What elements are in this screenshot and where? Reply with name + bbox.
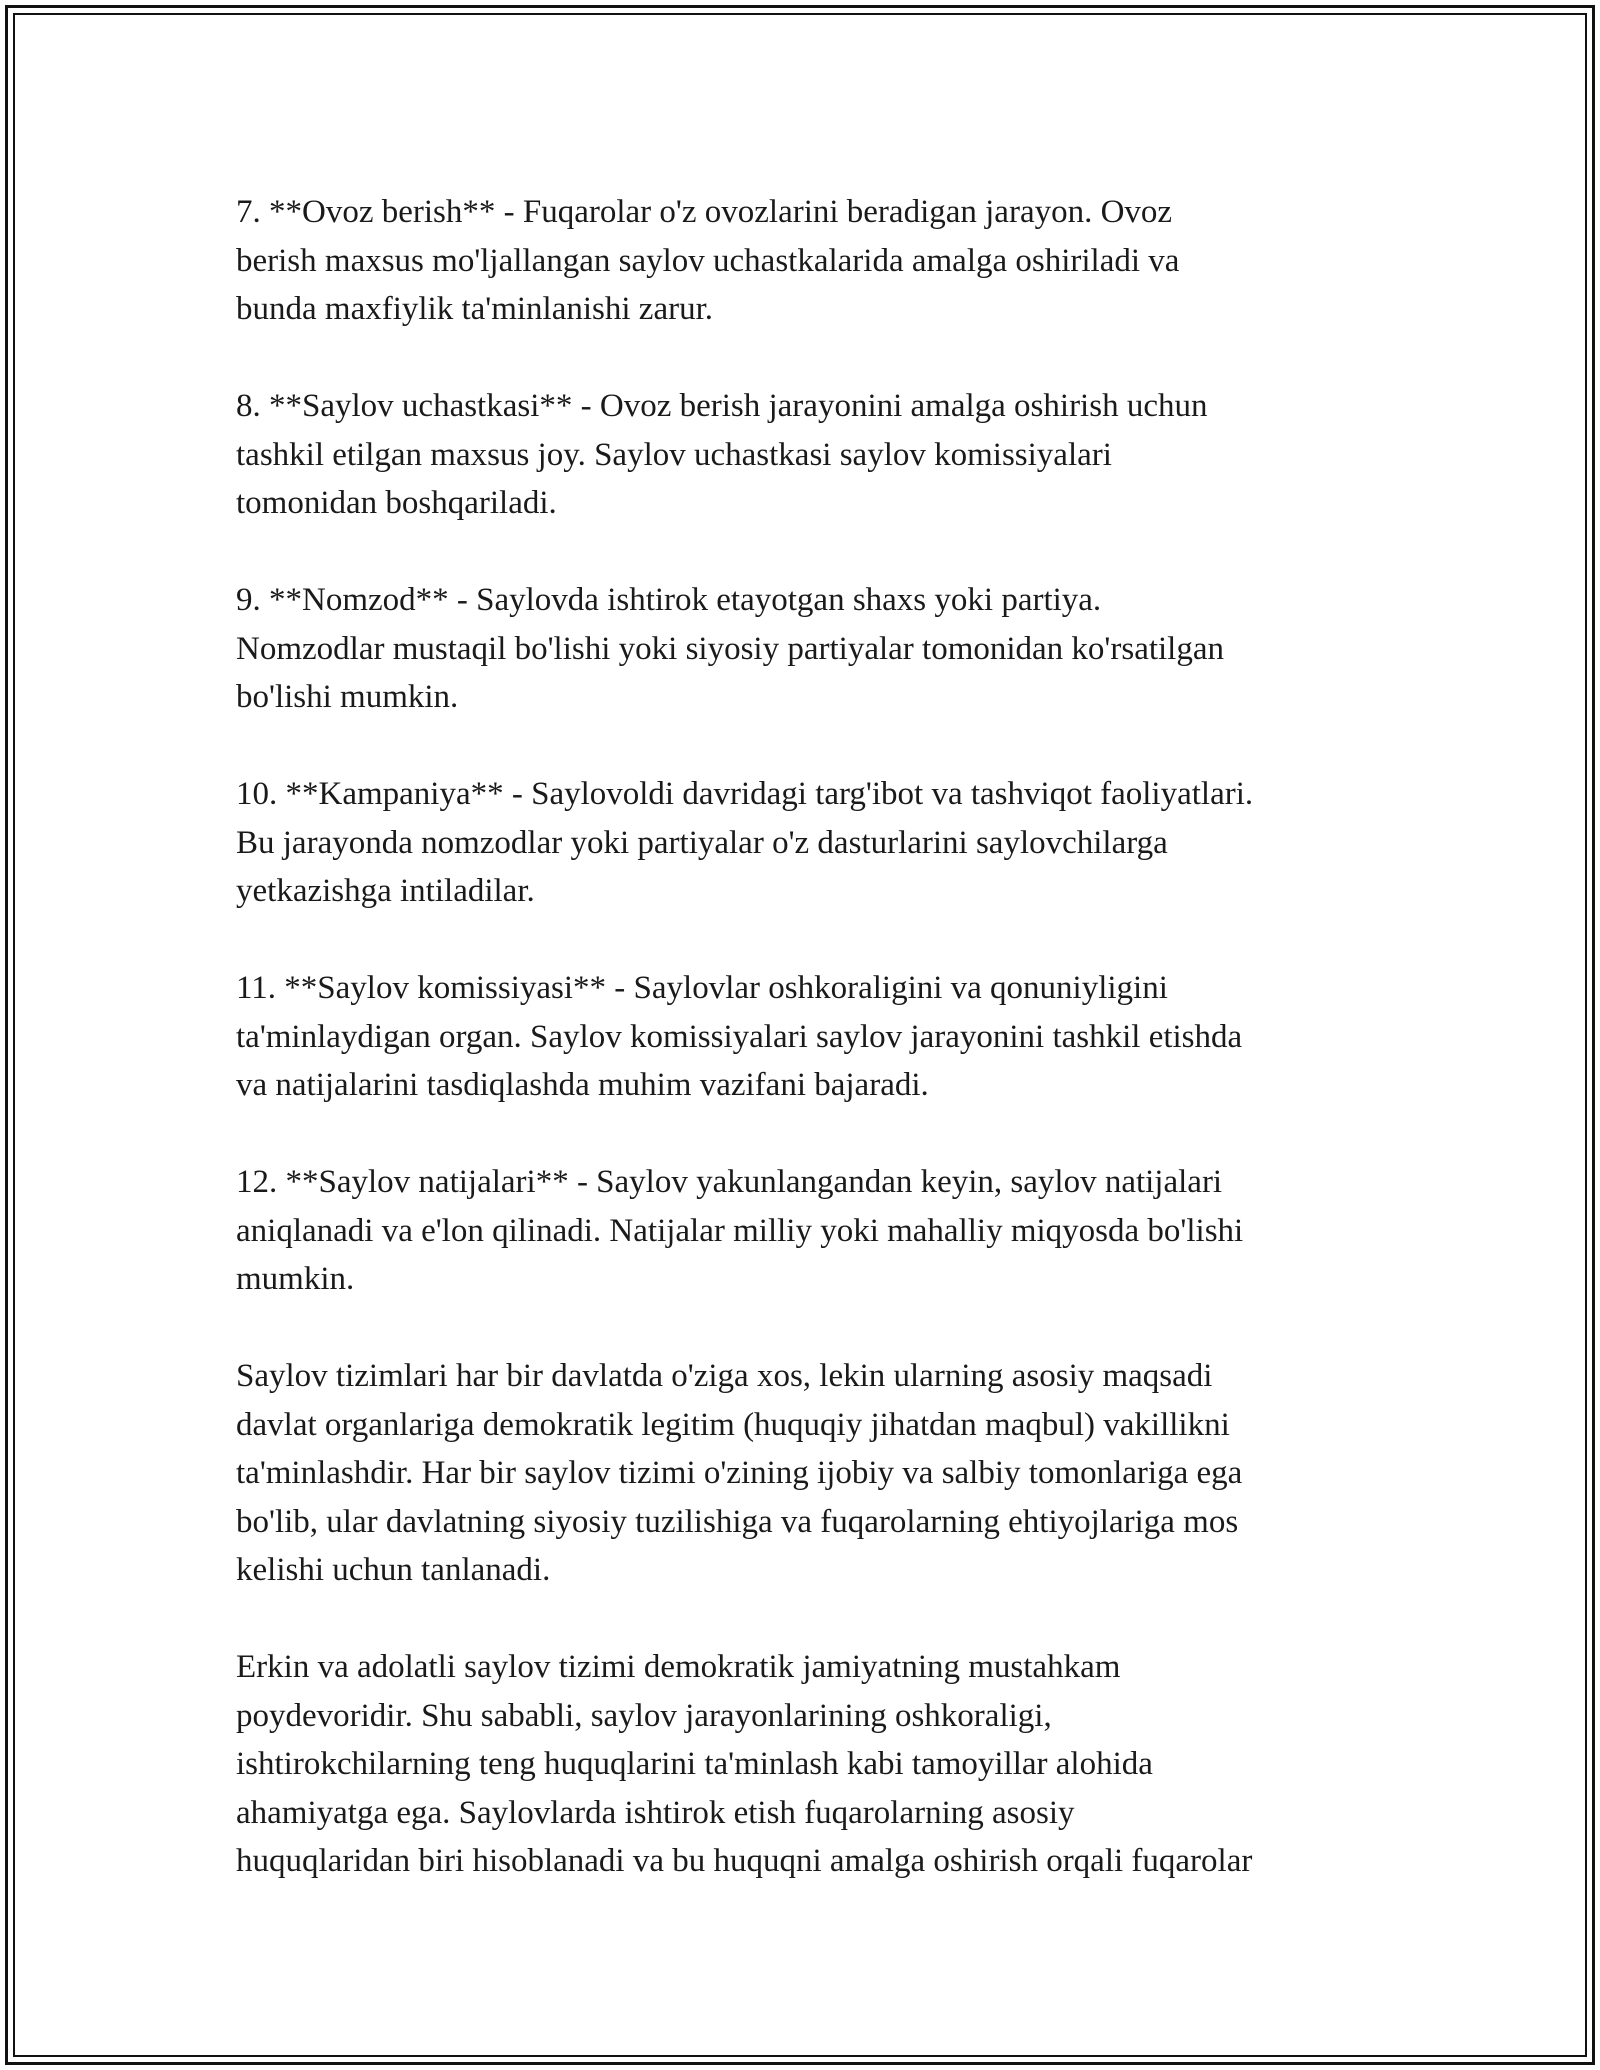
text-line: ahamiyatga ega. Saylovlarda ishtirok etish fuqarolarning asosiy (236, 1794, 1075, 1831)
text-line: 12. **Saylov natijalari** - Saylov yakunlangandan keyin, saylov natijalari (236, 1164, 1223, 1200)
text-line: aniqlanadi va e'lon qilinadi. Natijalar milliy yoki mahalliy miqyosda bo'lishi (236, 1212, 1244, 1249)
text-line: Saylov tizimlari har bir davlatda o'ziga xos, lekin ularning asosiy maqsadi (236, 1358, 1213, 1394)
text-line: 8. **Saylov uchastkasi** - Ovoz berish jarayonini amalga oshirish uchun (236, 388, 1208, 424)
paragraph-election-commission (236, 964, 1386, 1110)
text-line: Erkin va adolatli saylov tizimi demokratik jamiyatning mustahkam (236, 1649, 1121, 1685)
paragraph-campaign (236, 770, 1386, 916)
text-line: Bu jarayonda nomzodlar yoki partiyalar o'z dasturlarini saylovchilarga (236, 824, 1168, 861)
text-line: mumkin. (236, 1261, 355, 1297)
text-line: ishtirokchilarning teng huquqlarini ta'minlash kabi tamoyillar alohida (236, 1746, 1153, 1782)
text-line: Nomzodlar mustaqil bo'lishi yoki siyosiy partiyalar tomonidan ko'rsatilgan (236, 630, 1225, 667)
text-line: 7. **Ovoz berish** - Fuqarolar o'z ovozlarini beradigan jarayon. Ovoz (236, 194, 1173, 230)
text-line: ta'minlashdir. Har bir saylov tizimi o'zining ijobiy va salbiy tomonlariga ega (236, 1455, 1243, 1491)
paragraph-fair-elections (236, 1643, 1386, 1886)
text-line: 9. **Nomzod** - Saylovda ishtirok etayotgan shaxs yoki partiya. (236, 582, 1102, 618)
text-line: 11. **Saylov komissiyasi** - Saylovlar oshkoraligini va qonuniyligini (236, 970, 1168, 1006)
text-line: yetkazishga intiladilar. (236, 873, 535, 909)
text-line: poydevoridir. Shu sababli, saylov jarayonlarining oshkoraligi, (236, 1697, 1052, 1734)
text-line: 10. **Kampaniya** - Saylovoldi davridagi targ'ibot va tashviqot faoliyatlari. (236, 776, 1254, 812)
text-line: bo'lib, ular davlatning siyosiy tuzilishiga va fuqarolarning ehtiyojlariga mos (236, 1503, 1239, 1540)
text-line: berish maxsus mo'ljallangan saylov uchastkalarida amalga oshiriladi va (236, 242, 1180, 279)
text-line: davlat organlariga demokratik legitim (huquqiy jihatdan maqbul) vakillikni (236, 1406, 1230, 1443)
paragraph-candidate (236, 576, 1386, 722)
text-line: va natijalarini tasdiqlashda muhim vazifani bajaradi. (236, 1067, 929, 1103)
text-line: kelishi uchun tanlanadi. (236, 1552, 551, 1588)
text-line: tomonidan boshqariladi. (236, 485, 557, 521)
document-body (236, 188, 1386, 1886)
paragraph-polling-station (236, 382, 1386, 528)
text-line: huquqlaridan biri hisoblanadi va bu huquqni amalga oshirish orqali fuqarolar (236, 1843, 1253, 1879)
paragraph-voting (236, 188, 1386, 334)
text-line: bunda maxfiylik ta'minlanishi zarur. (236, 291, 714, 327)
text-line: bo'lishi mumkin. (236, 679, 459, 715)
text-line: tashkil etilgan maxsus joy. Saylov uchastkasi saylov komissiyalari (236, 436, 1112, 473)
paragraph-election-results (236, 1158, 1386, 1304)
text-line: ta'minlaydigan organ. Saylov komissiyalari saylov jarayonini tashkil etishda (236, 1018, 1243, 1055)
paragraph-electoral-systems (236, 1352, 1386, 1595)
